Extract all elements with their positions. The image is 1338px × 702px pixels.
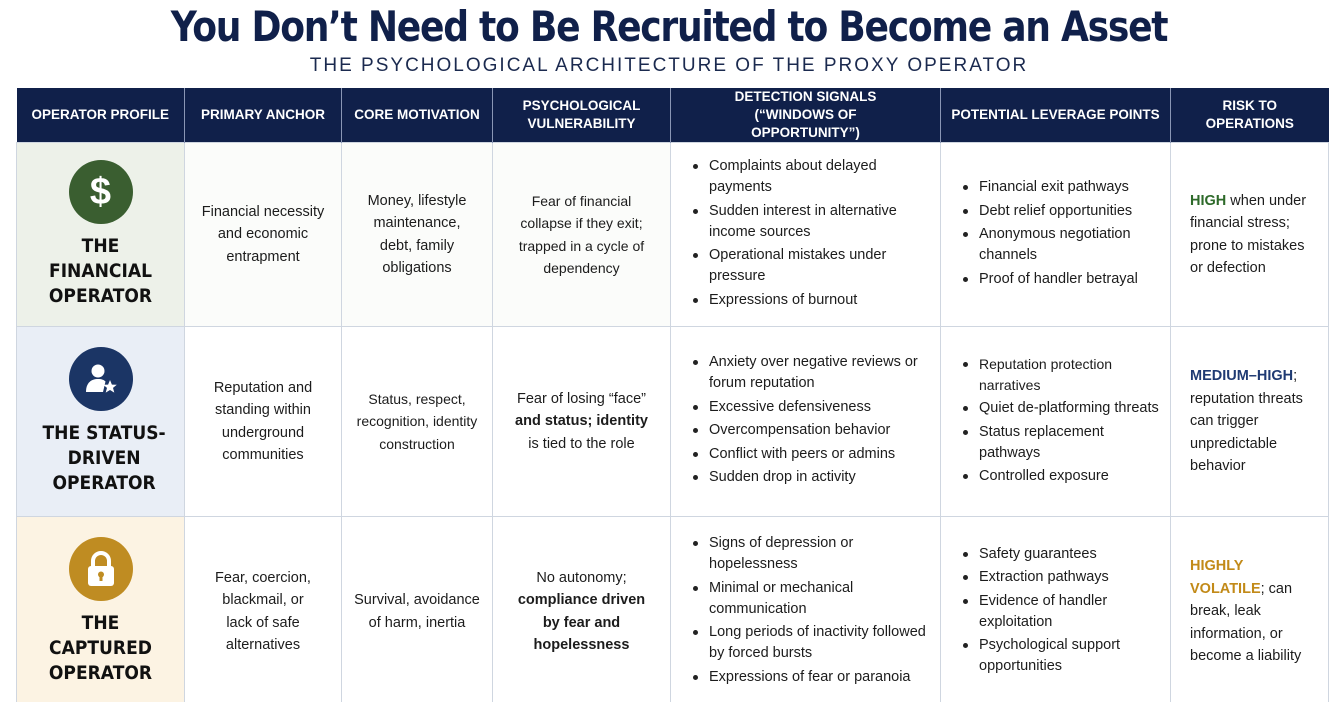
list-item: Financial exit pathways <box>959 177 1162 198</box>
risk-cell <box>1171 517 1329 702</box>
detection-signals-cell <box>671 143 941 327</box>
profile-name <box>25 611 175 686</box>
list-item: Extraction pathways <box>959 567 1162 588</box>
list-item: Anxiety over negative reviews or forum reputation <box>689 352 932 394</box>
table-row-captured-operator <box>17 517 1329 702</box>
person-star-icon <box>69 347 133 411</box>
list-item: Complaints about delayed payments <box>689 156 932 198</box>
lock-icon <box>69 537 133 601</box>
list-item: Quiet de-platforming threats <box>959 398 1162 419</box>
list-item: Minimal or mechanical communication <box>689 578 932 620</box>
vulnerability-emphasis: compliance driven by fear and hopelessness <box>517 592 646 653</box>
core-motivation-cell: Survival, avoidance of harm, inertia <box>342 517 493 702</box>
core-motivation-cell: Money, lifestyle maintenance, debt, family obligations <box>342 143 493 327</box>
page-subtitle: THE PSYCHOLOGICAL ARCHITECTURE OF THE PROXY OPERATOR <box>309 55 1029 76</box>
vulnerability-text: Fear of financial collapse if they exit; trapped in a cycle of dependency <box>518 192 645 276</box>
column-header-psychological-vulnerability: PSYCHOLOGICAL VULNERABILITY <box>493 88 671 143</box>
operator-profiles-table <box>16 88 1329 702</box>
list-item: Reputation protection narratives <box>959 354 1162 396</box>
list-item: Excessive defensiveness <box>689 397 932 418</box>
table-header-row <box>17 88 1329 143</box>
profile-cell <box>17 143 185 327</box>
dollar-icon: $ <box>69 160 133 224</box>
list-item: Expressions of burnout <box>689 290 932 311</box>
column-header-operator-profile: OPERATOR PROFILE <box>17 88 185 143</box>
vulnerability-cell <box>493 327 671 517</box>
risk-description: ; can break, leak information, or become a liability <box>1190 580 1302 665</box>
list-item: Long periods of inactivity followed by forced bursts <box>689 622 932 664</box>
profile-name-text: THE CAPTURED OPERATOR <box>48 612 153 684</box>
profile-cell <box>17 517 185 702</box>
vulnerability-tail: is tied to the role <box>528 435 635 452</box>
risk-description: ; reputation threats can trigger unpredictable behavior <box>1190 368 1303 475</box>
primary-anchor-cell: Financial necessity and economic entrapment <box>185 143 342 327</box>
leverage-points-list <box>959 544 1162 678</box>
profile-cell <box>17 327 185 517</box>
detection-signals-list <box>689 352 932 488</box>
list-item: Sudden drop in activity <box>689 467 932 488</box>
table-row-financial-operator <box>17 143 1329 327</box>
leverage-points-cell <box>941 517 1171 702</box>
core-motivation-cell: Status, respect, recognition, identity construction <box>342 327 493 517</box>
column-header-primary-anchor: PRIMARY ANCHOR <box>185 88 342 143</box>
leverage-points-cell <box>941 143 1171 327</box>
leverage-points-list <box>959 177 1162 290</box>
detection-signals-cell <box>671 517 941 702</box>
column-header-detection-signals: DETECTION SIGNALS (“WINDOWS OF OPPORTUNITY”) <box>671 88 941 143</box>
list-item: Status replacement pathways <box>959 422 1162 464</box>
list-item: Anonymous negotiation channels <box>959 224 1162 266</box>
list-item: Evidence of handler exploitation <box>959 591 1162 633</box>
vulnerability-text: No autonomy; <box>536 569 627 586</box>
list-item: Safety guarantees <box>959 544 1162 565</box>
detection-signals-list <box>689 533 932 688</box>
risk-level-badge: HIGHLY VOLATILE <box>1190 558 1261 597</box>
vulnerability-emphasis: and status; identity <box>515 413 648 430</box>
profile-name-text: THE STATUS-DRIVEN OPERATOR <box>42 422 166 494</box>
profile-name <box>25 421 175 496</box>
risk-level-badge: HIGH <box>1190 192 1227 209</box>
vulnerability-cell <box>493 517 671 702</box>
list-item: Proof of handler betrayal <box>959 269 1162 290</box>
list-item: Signs of depression or hopelessness <box>689 533 932 575</box>
list-item: Overcompensation behavior <box>689 420 932 441</box>
risk-cell <box>1171 327 1329 517</box>
column-header-leverage-points: POTENTIAL LEVERAGE POINTS <box>941 88 1171 143</box>
list-item: Expressions of fear or paranoia <box>689 667 932 688</box>
list-item: Debt relief opportunities <box>959 201 1162 222</box>
risk-cell <box>1171 143 1329 327</box>
primary-anchor-cell: Reputation and standing within underground communities <box>185 327 342 517</box>
vulnerability-text: Fear of losing “face” <box>517 390 646 407</box>
list-item: Psychological support opportunities <box>959 635 1162 677</box>
vulnerability-cell <box>493 143 671 327</box>
primary-anchor-cell: Fear, coercion, blackmail, or lack of safe alternatives <box>185 517 342 702</box>
list-item: Controlled exposure <box>959 466 1162 487</box>
page-title: You Don’t Need to Be Recruited to Become an Asset <box>170 2 1168 51</box>
risk-level-badge: MEDIUM–HIGH <box>1190 368 1294 385</box>
column-header-core-motivation: CORE MOTIVATION <box>342 88 493 143</box>
detection-signals-list <box>689 156 932 311</box>
list-item: Operational mistakes under pressure <box>689 245 932 287</box>
profile-name-text: THE FINANCIAL OPERATOR <box>48 235 153 307</box>
detection-signals-cell <box>671 327 941 517</box>
risk-description: when under financial stress; prone to mistakes or defection <box>1190 192 1307 276</box>
leverage-points-cell <box>941 327 1171 517</box>
profile-name <box>25 234 175 309</box>
table-row-status-driven-operator <box>17 327 1329 517</box>
list-item: Sudden interest in alternative income sources <box>689 201 932 243</box>
column-header-risk-to-operations: RISK TO OPERATIONS <box>1171 88 1329 143</box>
list-item: Conflict with peers or admins <box>689 444 932 465</box>
leverage-points-list <box>959 354 1162 488</box>
